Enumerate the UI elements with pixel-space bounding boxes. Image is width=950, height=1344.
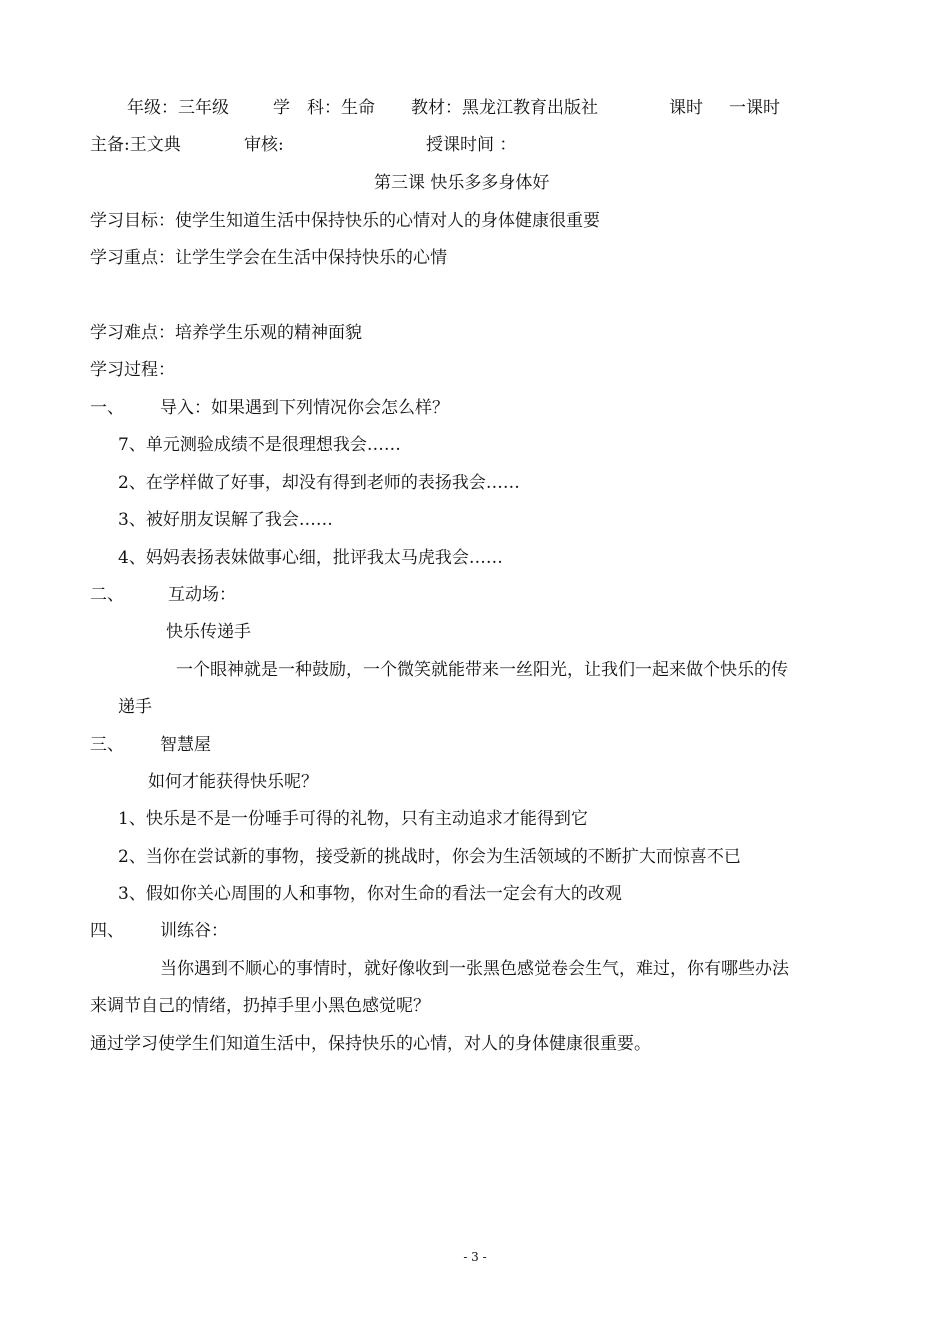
section3-number: 三、 <box>90 735 124 755</box>
difficulty: 学习难点：培养学生乐观的精神面貌 <box>90 323 362 343</box>
lesson-title: 第三课 快乐多多身体好 <box>374 173 550 193</box>
section2-paragraph-line2: 递手 <box>118 697 152 717</box>
author-label: 主备:王文典 <box>90 135 181 155</box>
list-item: 1、快乐是不是一份唾手可得的礼物，只有主动追求才能得到它 <box>118 809 588 829</box>
list-item: 4、妈妈表扬表妹做事心细，批评我太马虎我会…… <box>118 548 503 568</box>
section4-number: 四、 <box>90 921 124 941</box>
section4-paragraph-line2: 来调节自己的情绪，扔掉手里小黑色感觉呢？ <box>90 996 430 1016</box>
section1-number: 一、 <box>90 398 124 418</box>
section4-paragraph-line1: 当你遇到不顺心的事情时，就好像收到一张黑色感觉卷会生气，难过，你有哪些办法 <box>160 959 789 979</box>
summary: 通过学习使学生们知道生活中，保持快乐的心情，对人的身体健康很重要。 <box>90 1034 651 1054</box>
process-label: 学习过程： <box>90 360 175 380</box>
page-number: - 3 - <box>463 1250 487 1264</box>
section2-title: 互动场： <box>168 585 236 605</box>
section4-title: 训练谷： <box>160 921 228 941</box>
reviewer-label: 审核: <box>244 135 284 155</box>
subject-label: 学 科：生命 <box>273 98 375 118</box>
list-item: 3、假如你关心周围的人和事物，你对生命的看法一定会有大的改观 <box>118 884 622 904</box>
section2-number: 二、 <box>90 585 124 605</box>
period-value: 一课时 <box>729 98 780 118</box>
learning-objective: 学习目标：使学生知道生活中保持快乐的心情对人的身体健康很重要 <box>90 211 600 231</box>
section1-title: 导入：如果遇到下列情况你会怎么样？ <box>160 398 449 418</box>
list-item: 2、当你在尝试新的事物，接受新的挑战时，你会为生活领域的不断扩大而惊喜不已 <box>118 847 741 867</box>
grade-label: 年级：三年级 <box>127 98 229 118</box>
textbook-label: 教材：黑龙江教育出版社 <box>411 98 598 118</box>
key-point: 学习重点：让学生学会在生活中保持快乐的心情 <box>90 248 447 268</box>
section2-paragraph-line1: 一个眼神就是一种鼓励，一个微笑就能带来一丝阳光，让我们一起来做个快乐的传 <box>176 660 788 680</box>
list-item: 2、在学样做了好事，却没有得到老师的表扬我会…… <box>118 473 520 493</box>
class-time-label: 授课时间 ： <box>426 135 517 155</box>
list-item: 7、单元测验成绩不是很理想我会…… <box>118 435 401 455</box>
period-label: 课时 <box>669 98 703 118</box>
section3-question: 如何才能获得快乐呢？ <box>148 772 318 792</box>
list-item: 3、被好朋友误解了我会…… <box>118 510 333 530</box>
section3-title: 智慧屋 <box>160 735 211 755</box>
section2-subtitle: 快乐传递手 <box>166 622 251 642</box>
